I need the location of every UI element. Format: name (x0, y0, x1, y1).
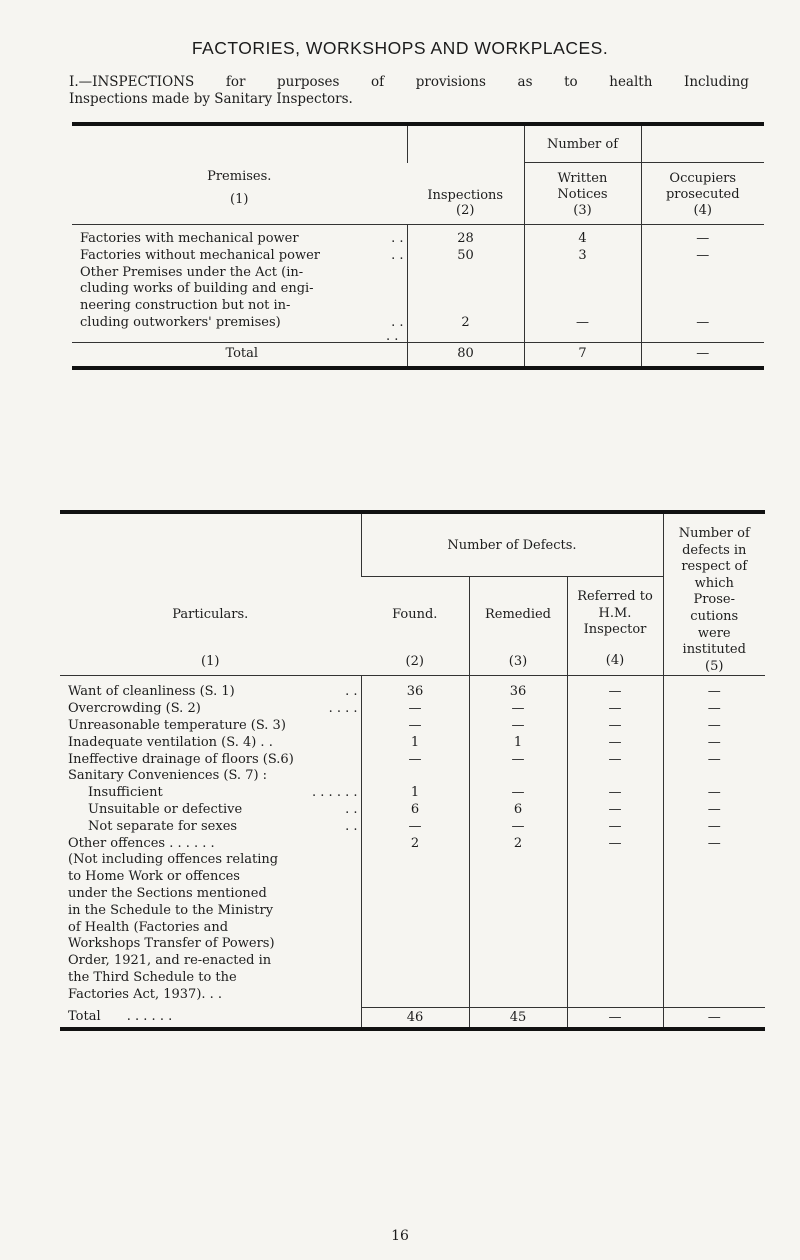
intro-word: of (371, 74, 385, 90)
cell-prosecutions: — (707, 835, 721, 851)
cell-inspections: 28 (457, 231, 474, 246)
cell-found: 1 (410, 785, 420, 801)
total-label: Total (225, 345, 259, 361)
leader-dots: . . (391, 231, 404, 246)
cell-prosecutions: — (707, 785, 721, 801)
header-occupiers-prosecuted: Occupiers prosecuted (4) (641, 163, 764, 225)
total-inspections: 80 (407, 342, 524, 367)
total-row-defects (60, 1007, 765, 1029)
cell-referred: — (608, 684, 622, 700)
intro-word: to (564, 74, 578, 90)
header-written-notices: Written Notices (3) (524, 163, 641, 225)
cell-prosecuted: — (696, 247, 710, 263)
premises-line: Factories without mechanical power . . (80, 247, 404, 263)
intro-line-1 (69, 74, 749, 91)
cell-referred: — (608, 835, 622, 851)
leader-dots: . . (391, 247, 404, 263)
particulars-line: (Not including offences relating (68, 852, 279, 868)
cell-referred: — (608, 818, 622, 834)
total-remedied: 45 (469, 1007, 567, 1029)
cell-referred (568, 768, 663, 785)
intro-line-2: Inspections made by Sanitary Inspectors. (69, 91, 353, 107)
intro-word: health (609, 74, 653, 90)
particulars-line: Workshops Transfer of Powers) (68, 936, 275, 952)
header-inspections: Inspections (2) (407, 163, 524, 225)
cell-prosecutions (664, 768, 766, 785)
total-row: Total . . 80 7 — (72, 342, 764, 367)
particulars-line: Other offences . . . . . . (68, 835, 215, 851)
cell-prosecuted: — (696, 231, 710, 246)
particulars-line: Overcrowding (S. 2) . . . . (68, 701, 358, 717)
premises-line: Other Premises under the Act (in- (80, 264, 304, 280)
header-referred: Referred to H.M. Inspector (4) (567, 577, 663, 676)
cell-prosecutions: — (707, 818, 721, 834)
cell-prosecuted: — (696, 314, 710, 330)
particulars-line: Want of cleanliness (S. 1) . . (68, 684, 358, 700)
cell-notices: 4 (578, 231, 587, 246)
header-remedied: Remedied (3) (469, 577, 567, 676)
leader-dots: . . (345, 801, 358, 817)
cell-remedied: — (511, 818, 525, 834)
cell-inspections: 2 (461, 314, 470, 330)
cell-remedied: 6 (513, 801, 523, 817)
particulars-line: under the Sections mentioned (68, 885, 267, 901)
cell-found: 1 (410, 734, 420, 750)
inspections-column (407, 225, 524, 343)
cell-prosecutions: — (707, 751, 721, 767)
defects-table (60, 510, 765, 1031)
cell-referred: — (608, 785, 622, 801)
particulars-line: Order, 1921, and re-enacted in (68, 953, 272, 969)
leader-dots: . . . . . . (312, 785, 358, 801)
header-number-of: Number of (524, 124, 641, 163)
total-notices: 7 (524, 342, 641, 367)
cell-prosecutions: — (707, 801, 721, 817)
particulars-line: Insufficient . . . . . . (88, 785, 358, 801)
cell-found: — (408, 818, 422, 834)
particulars-line: the Third Schedule to the (68, 969, 237, 985)
cell-referred: — (608, 701, 622, 717)
leader-dots: . . . . (328, 701, 358, 717)
total-found: 46 (361, 1007, 469, 1029)
total-prosecutions: — (663, 1007, 765, 1029)
particulars-line: in the Schedule to the Ministry (68, 902, 274, 918)
cell-found: 36 (406, 684, 424, 700)
prosecuted-column (641, 225, 764, 343)
cell-prosecutions: — (707, 701, 721, 717)
notices-column (524, 225, 641, 343)
intro-word: provisions (415, 74, 486, 90)
cell-found: — (408, 717, 422, 733)
particulars-line: of Health (Factories and (68, 919, 229, 935)
cell-referred: — (608, 801, 622, 817)
cell-prosecutions: — (707, 684, 721, 700)
cell-found: — (408, 751, 422, 767)
total-referred: — (567, 1007, 663, 1029)
cell-found (362, 768, 469, 785)
intro-word: for (225, 74, 246, 90)
particulars-line: to Home Work or offences (68, 869, 240, 885)
cell-referred: — (608, 717, 622, 733)
cell-remedied: 1 (513, 734, 523, 750)
header-particulars: Particulars. (1) (172, 607, 249, 670)
cell-remedied (470, 768, 567, 785)
premises-line: Factories with mechanical power . . (80, 231, 404, 246)
header-premises: Premises. (1) (207, 169, 272, 207)
particulars-line: Not separate for sexes . . (88, 818, 358, 834)
inspections-table (72, 122, 764, 370)
header-number-of-defects: Number of Defects. (361, 512, 663, 577)
cell-remedied: — (511, 717, 525, 733)
particulars-line: Factories Act, 1937). . . (68, 986, 223, 1002)
cell-notices: 3 (578, 247, 587, 263)
premises-line: cluding outworkers' premises) . . (80, 314, 404, 330)
cell-found: — (408, 701, 422, 717)
header-found: Found. (2) (392, 607, 438, 670)
cell-remedied: — (511, 701, 525, 717)
cell-remedied: — (511, 751, 525, 767)
prosecutions-column (663, 676, 765, 1008)
cell-notices: — (576, 314, 589, 330)
cell-found: 6 (410, 801, 420, 817)
intro-word: I.—INSPECTIONS (69, 74, 195, 90)
remedied-column (469, 676, 567, 1008)
total-label-defects: Total . . . . . . (68, 1009, 173, 1025)
leader-dots: . . (391, 314, 404, 330)
leader-dots: . . (345, 818, 358, 834)
particulars-column (60, 676, 361, 1008)
particulars-line: Unsuitable or defective . . (88, 801, 358, 817)
premises-column (72, 225, 407, 343)
total-prosecuted: — (641, 342, 764, 367)
page-number: 16 (391, 1228, 409, 1244)
premises-line: cluding works of building and engi- (80, 281, 314, 297)
intro-word: purposes (277, 74, 340, 90)
cell-prosecutions: — (707, 734, 721, 750)
found-column (361, 676, 469, 1008)
cell-remedied: 36 (509, 684, 527, 700)
cell-remedied: — (511, 785, 525, 801)
cell-found: 2 (410, 835, 420, 851)
header-prosecutions: Number of defects in respect of which Prose- cutions were instituted (5) (663, 512, 765, 676)
particulars-line: Ineffective drainage of floors (S.6) (68, 751, 294, 767)
intro-paragraph (69, 74, 749, 108)
leader-dots: . . (345, 684, 358, 700)
particulars-line: Inadequate ventilation (S. 4) . . (68, 734, 273, 750)
cell-inspections: 50 (457, 247, 474, 263)
premises-line: neering construction but not in- (80, 298, 291, 314)
cell-referred: — (608, 751, 622, 767)
page-title: FACTORIES, WORKSHOPS AND WORKPLACES. (191, 38, 609, 58)
intro-word: as (517, 74, 533, 90)
particulars-line: Sanitary Conveniences (S. 7) : (68, 768, 268, 784)
cell-referred: — (608, 734, 622, 750)
cell-remedied: 2 (513, 835, 523, 851)
intro-word: Including (684, 74, 749, 90)
cell-prosecutions: — (707, 717, 721, 733)
particulars-line: Unreasonable temperature (S. 3) (68, 717, 286, 733)
referred-column (567, 676, 663, 1008)
